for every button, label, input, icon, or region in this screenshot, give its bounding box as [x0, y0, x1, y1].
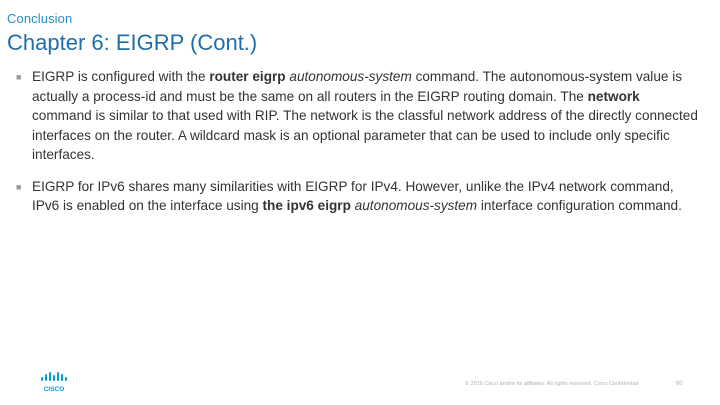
bullet-text [32, 177, 702, 216]
command-parameter: autonomous-system [354, 198, 478, 213]
text-run: command. The autonomous-system value is actually a process-id and must be the same on all routers in the EIGRP routing domain. The [32, 69, 683, 104]
page-number: 60 [676, 381, 683, 387]
command-parameter: autonomous-system [289, 69, 412, 84]
text-run: command is similar to that used with RIP. The network is the classful network address of the directly connected interfaces on the router. A wildcard mask is an optional parameter that can be used to include only specific interfaces. [32, 108, 698, 162]
command-keyword: the ipv6 eigrp [262, 198, 351, 213]
bullet-text [32, 67, 702, 165]
bullet-item [16, 67, 702, 165]
command-keyword: router eigrp [209, 69, 286, 84]
command-keyword: network [587, 88, 640, 104]
bullet-item [16, 177, 702, 216]
slide-title: Chapter 6: EIGRP (Cont.) [7, 30, 258, 55]
text-run: EIGRP is configured with the [32, 69, 210, 84]
section-label: Conclusion [7, 11, 73, 26]
copyright-text: © 2016 Cisco and/or its affiliates. All rights reserved. Cisco Confidential [465, 381, 639, 387]
logo-wordmark: CISCO [43, 386, 65, 393]
text-run: EIGRP for IPv6 shares many similarities with EIGRP for IPv4. However, unlike the IPv4 network command, IPv6 is enabled on the interface using [32, 178, 674, 213]
bullet-square-icon: ■ [16, 72, 22, 82]
footer [0, 365, 720, 405]
cisco-logo [40, 372, 68, 396]
bullet-square-icon: ■ [16, 181, 22, 192]
text-run: interface configuration command. [477, 198, 682, 213]
bullet-list [16, 67, 702, 228]
